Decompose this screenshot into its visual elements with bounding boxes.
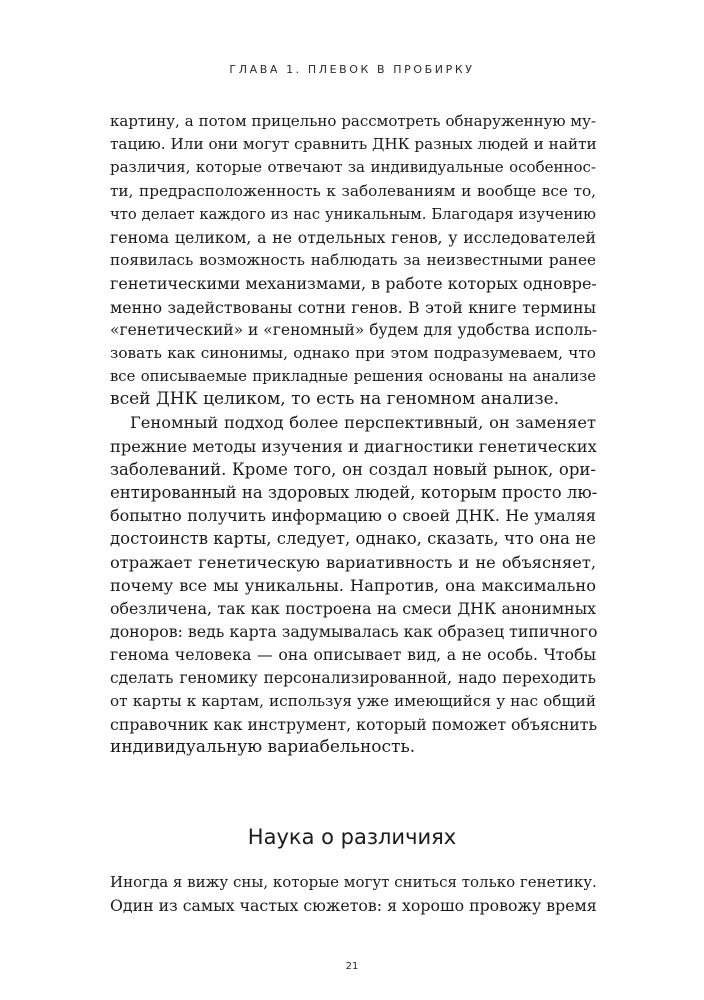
text-line: генома человека — она описывает вид, а не особь. Чтобы [110, 645, 596, 665]
text-line: обезличена, так как построена на смеси ДНК анонимных [110, 598, 596, 618]
text-line: ти, предрасположенность к заболеваниям и вообще все то, [110, 181, 596, 200]
paragraph [110, 110, 596, 411]
text-line: доноров: ведь карта задумывалась как образец типичного [110, 622, 598, 642]
text-line: различия, которые отвечают за индивидуальные особеннос- [110, 158, 596, 177]
text-line: тацию. Или они могут сравнить ДНК разных людей и найти [110, 135, 597, 154]
paragraph [110, 411, 596, 759]
text-line: генетическими механизмами, в работе которых одновре- [110, 274, 597, 294]
text-line: бопытно получить информацию о своей ДНК. Не умаляя [110, 506, 596, 526]
text-line: почему все мы уникальны. Напротив, она максимально [110, 575, 596, 595]
text-line: Иногда я вижу сны, которые могут сниться только генетику. [110, 873, 597, 891]
text-line: появилась возможность наблюдать за неизвестными ранее [110, 251, 596, 270]
text-line: что делает каждого из нас уникальным. Благодаря изучению [110, 205, 596, 223]
text-line: Геномный подход более перспективный, он заменяет [130, 413, 596, 433]
text-line: менно задействованы сотни генов. В этой книге термины [110, 297, 596, 317]
text-line: зовать как синонимы, однако при этом подразумеваем, что [110, 343, 596, 362]
text-line: прежние методы изучения и диагностики генетических [110, 436, 597, 456]
body-text [110, 110, 596, 759]
text-line: достоинств карты, следует, однако, сказать, что она не [110, 529, 596, 549]
section-heading: Наука о различиях [247, 825, 457, 849]
text-line: сделать геномику персонализированной, надо переходить [110, 668, 596, 687]
text-line: справочник как инструмент, который поможет объяснить [110, 714, 598, 734]
text-line: ентированный на здоровых людей, которым просто лю- [110, 483, 598, 502]
text-line: Один из самых частых сюжетов: я хорошо провожу время [110, 896, 597, 916]
page-number: 21 [345, 961, 359, 972]
paragraph [110, 871, 596, 917]
text-line: всей ДНК целиком, то есть на геномном анализе. [110, 389, 560, 410]
text-line: заболеваний. Кроме того, он создал новый рынок, ори- [110, 459, 596, 479]
text-line: «генетический» и «геномный» будем для удобства исполь- [110, 320, 598, 339]
text-line: отражает генетическую вариативность и не объясняет, [110, 552, 596, 572]
text-line: индивидуальную вариабельность. [110, 737, 416, 758]
text-line: все описываемые прикладные решения основаны на анализе [110, 368, 596, 386]
running-head: ГЛАВА 1. ПЛЕВОК В ПРОБИРКУ [229, 63, 475, 76]
text-line: картину, а потом прицельно рассмотреть обнаруженную му- [110, 112, 596, 130]
text-line: генома целиком, а не отдельных генов, у исследователей [110, 227, 596, 247]
text-line: от карты к картам, используя уже имеющийся у нас общий [110, 691, 596, 710]
